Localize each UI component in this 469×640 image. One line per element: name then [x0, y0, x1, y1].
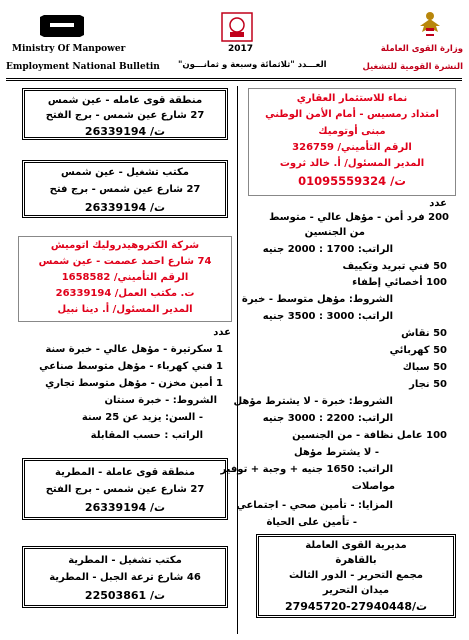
job-line: 50 فني تبريد وتكييف [342, 261, 447, 272]
job-line: 50 كهربائي [389, 345, 447, 356]
job-line: 100 أخصائي إطفاء [352, 277, 447, 288]
bulletin-arabic-title: النشرة القومية للتشغيل [362, 62, 463, 72]
ministry-arabic-title: وزارة القوى العاملة [380, 44, 463, 54]
job-benefits-continued: - تأمين على الحياة [266, 517, 357, 528]
office-box-matareya-employment [22, 546, 228, 608]
company-address: 74 شارع احمد عصمت - عين شمس [38, 256, 212, 267]
job-line: من الجنسين [304, 227, 365, 238]
ministry-logo [221, 12, 253, 42]
job-salary: الراتب: 3000 : 3500 جنيه [262, 311, 393, 322]
issue-year: 2017 [228, 44, 254, 54]
job-conditions: الشروط: خبرة - لا يشترط مؤهل [233, 396, 393, 407]
company-manager: المدير المسئول/ أ. دينا نبيل [57, 304, 193, 315]
office-phone: ت/ 26339194 [84, 125, 166, 138]
job-line: 100 عامل نظافة - من الجنسين [292, 430, 447, 441]
job-line: 1 فني كهرباء - مؤهل متوسط صناعي [39, 361, 223, 372]
job-salary: الراتب: 1700 : 2000 جنيه [262, 244, 393, 255]
job-salary: الراتب : حسب المقابلة [90, 430, 203, 441]
column-divider [237, 86, 238, 634]
eagle-emblem [418, 10, 442, 40]
job-count-header: عدد [213, 327, 231, 338]
job-conditions: الشروط: - خبرة سنتان [104, 395, 217, 406]
office-phone: ت/ 26339194 [84, 201, 166, 214]
job-count-header: عدد [429, 198, 447, 209]
job-line: 200 فرد أمن - مؤهل عالي - متوسط [269, 212, 449, 223]
company-manager: المدير المسئول/ أ. خالد ثروت [279, 158, 425, 169]
job-line: 50 سباك [402, 362, 447, 373]
office-phone: ت/ 22503861 [84, 589, 166, 602]
job-line: 1 أمين مخزن - مؤهل متوسط تجاري [45, 378, 223, 389]
company-phone: ت. مكتب العمل/ 26339194 [55, 288, 195, 299]
office-name: منطقة قوى عاملة - المطرية [55, 467, 195, 478]
job-salary-continued: مواصلات [351, 481, 395, 492]
office-box-ain-shams-region [22, 88, 228, 140]
office-address: 27 شارع عين شمس - برج الفتح [45, 484, 205, 495]
job-age: - السن: يزيد عن 25 سنة [81, 412, 203, 423]
company-box-electrohydraulic [18, 236, 232, 322]
flag-emblem [40, 14, 84, 38]
job-line: 1 سكرتيرة - مؤهل عالي - خبرة سنة [45, 344, 223, 355]
office-name: مكتب تشغيل - المطرية [68, 555, 182, 566]
job-benefits: المزايا: - تأمين صحي - اجتماعي [236, 500, 393, 511]
company-insurance-number: الرقم التأميني/ 326759 [292, 142, 412, 153]
directorate-square: ميدان التحرير [322, 585, 390, 596]
office-address: 46 شارع ترعة الجبل - المطرية [49, 572, 201, 583]
ministry-english-title: Ministry Of Manpower [12, 44, 126, 54]
job-note: - لا يشترط مؤهل [294, 447, 379, 458]
directorate-address: مجمع التحرير - الدور الثالث [289, 570, 423, 581]
office-name: منطقة قوى عامله - عين شمس [47, 95, 203, 106]
office-phone: ت/ 26339194 [84, 501, 166, 514]
job-salary: الراتب: 2200 : 3000 جنيه [262, 413, 393, 424]
company-box-namaa [248, 88, 456, 196]
header-divider [6, 78, 462, 81]
job-line: 50 نقاش [401, 328, 447, 339]
company-name: شركة الكتروهيدروليك اتوميش [50, 240, 200, 251]
directorate-name: مديرية القوى العاملة [305, 540, 407, 551]
job-salary: الراتب: 1650 جنيه + وجبة + توفير [220, 464, 393, 475]
company-insurance-number: الرقم التأميني/ 1658582 [61, 272, 189, 283]
job-conditions: الشروط: مؤهل متوسط - خبرة [241, 294, 393, 305]
office-address: 27 شارع عين شمس - برج الفتح [45, 110, 205, 121]
company-name: نماء للاستثمار العقاري [296, 93, 408, 104]
office-address: 27 شارع عين شمس - برج فتح [49, 184, 201, 195]
office-name: مكتب تشغيل - عين شمس [61, 167, 189, 178]
company-building: مبنى أوتوميك [318, 126, 386, 137]
job-line: 50 نجار [409, 379, 447, 390]
bulletin-english-title: Employment National Bulletin [6, 62, 160, 72]
company-address: امتداد رمسيس - أمام الأمن الوطني [265, 109, 439, 120]
directorate-city: بالقاهرة [335, 555, 377, 566]
issue-number: العـــدد "ثلاثمائة وسبعة و ثمانـــون" [178, 60, 327, 70]
company-phone: ت/ 01095559324 [298, 174, 406, 188]
office-box-ain-shams-employment [22, 160, 228, 218]
office-box-matareya-region [22, 458, 228, 520]
directorate-box [256, 534, 456, 618]
directorate-phone: ت/27940448-27945720 [284, 600, 428, 613]
